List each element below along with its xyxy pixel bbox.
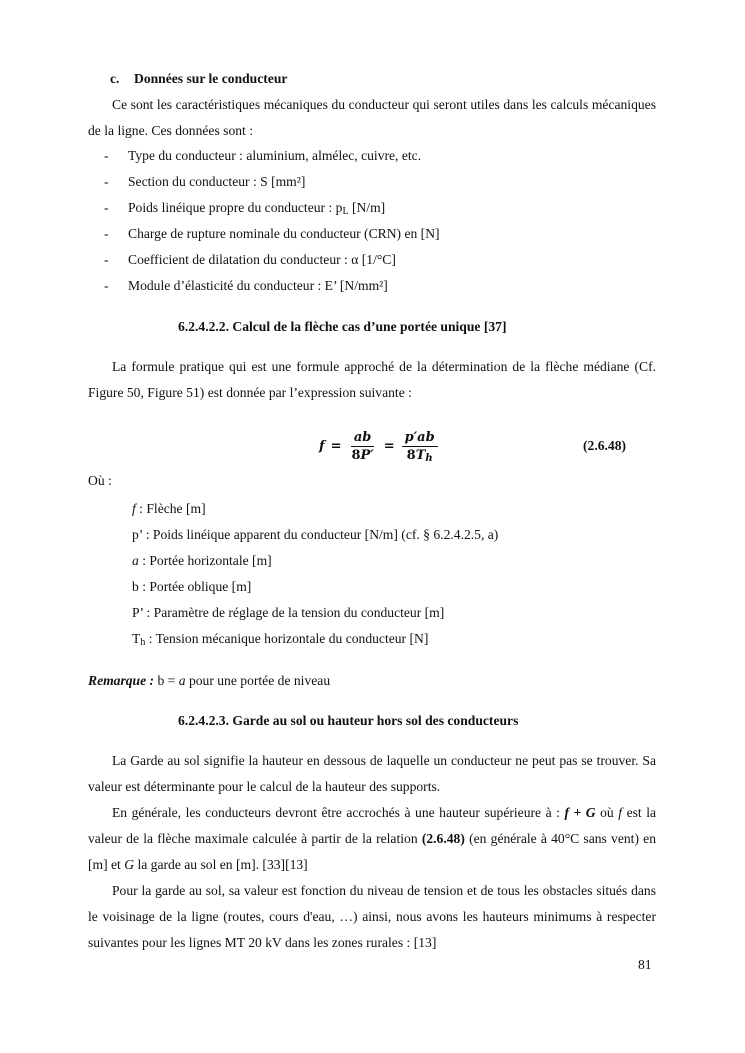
list-item: - Charge de rupture nominale du conducteur (CRN) en [N]	[104, 226, 440, 241]
section-heading-garde-au-sol: 6.2.4.2.3. Garde au sol ou hauteur hors sol des conducteurs	[178, 713, 519, 728]
section-c-title: Données sur le conducteur	[134, 71, 288, 86]
list-item: - Coefficient de dilatation du conducteur : α [1/°C]	[104, 252, 396, 267]
remark: Remarque : b = a pour une portée de niveau	[88, 673, 331, 688]
section-c-label: c.	[110, 71, 120, 86]
list-item: a : Portée horizontale [m]	[132, 553, 272, 568]
section-heading-flèche: 6.2.4.2.2. Calcul de la flèche cas d’une portée unique [37]	[178, 319, 507, 334]
intro-paragraph: Ce sont les caractéristiques mécaniques du conducteur qui seront utiles dans les calculs mécaniques de la ligne. Ces données sont :	[88, 97, 656, 138]
variable-definitions	[132, 496, 498, 652]
sag-equation: f = $\frac{ab}{8P'}$ = $\frac{p'ab}{8T_h}$	[316, 424, 442, 468]
list-item: P’ : Paramètre de réglage de la tension du conducteur [m]	[132, 605, 445, 620]
where-label: Où :	[88, 473, 112, 488]
equation-number: (2.6.48)	[583, 438, 627, 453]
attachment-height-paragraph: En générale, les conducteurs devront être accrochés à une hauteur supérieure à : f + G où f est la valeur de la flèche maximale calculée à partir de la relation (2.6.48) (en générale à 40°C sans vent) en [m] et G la garde au sol en [m]. [33][13]	[88, 805, 657, 872]
ground-clearance-paragraph: La Garde au sol signifie la hauteur en dessous de laquelle un conducteur ne peut pas se trouver. Sa valeur est déterminante pour le calcul de la hauteur des supports.	[88, 753, 656, 794]
formula-intro-paragraph: La formule pratique qui est une formule approché de la détermination de la flèche médiane (Cf. Figure 50, Figure 51) est donnée par l’expression suivante :	[88, 359, 656, 400]
list-item: - Section du conducteur : S [mm²]	[104, 174, 306, 189]
list-item: p’ : Poids linéique apparent du conducteur [N/m] (cf. § 6.2.4.2.5, a)	[132, 527, 499, 542]
conductor-data-list	[100, 143, 440, 299]
section-c-heading	[110, 66, 287, 92]
list-item: - Module d’élasticité du conducteur : E’ [N/mm²]	[104, 278, 388, 293]
list-item: f : Flèche [m]	[132, 501, 206, 516]
minimum-heights-paragraph: Pour la garde au sol, sa valeur est fonction du niveau de tension et de tous les obstacles situés dans le voisinage de la ligne (routes, cours d'eau, …) ainsi, nous avons les hauteurs minimums à respecter suivantes pour les lignes MT 20 kV dans les zones rurales : [13]	[88, 883, 656, 950]
list-item: - Poids linéique propre du conducteur : $p_L$ [N/m]	[104, 200, 386, 217]
list-item: b : Portée oblique [m]	[132, 579, 252, 594]
list-item: $T_h$ : Tension mécanique horizontale du conducteur [N]	[132, 631, 429, 648]
list-item: - Type du conducteur : aluminium, almélec, cuivre, etc.	[104, 148, 422, 163]
page-number: 81	[638, 957, 652, 972]
